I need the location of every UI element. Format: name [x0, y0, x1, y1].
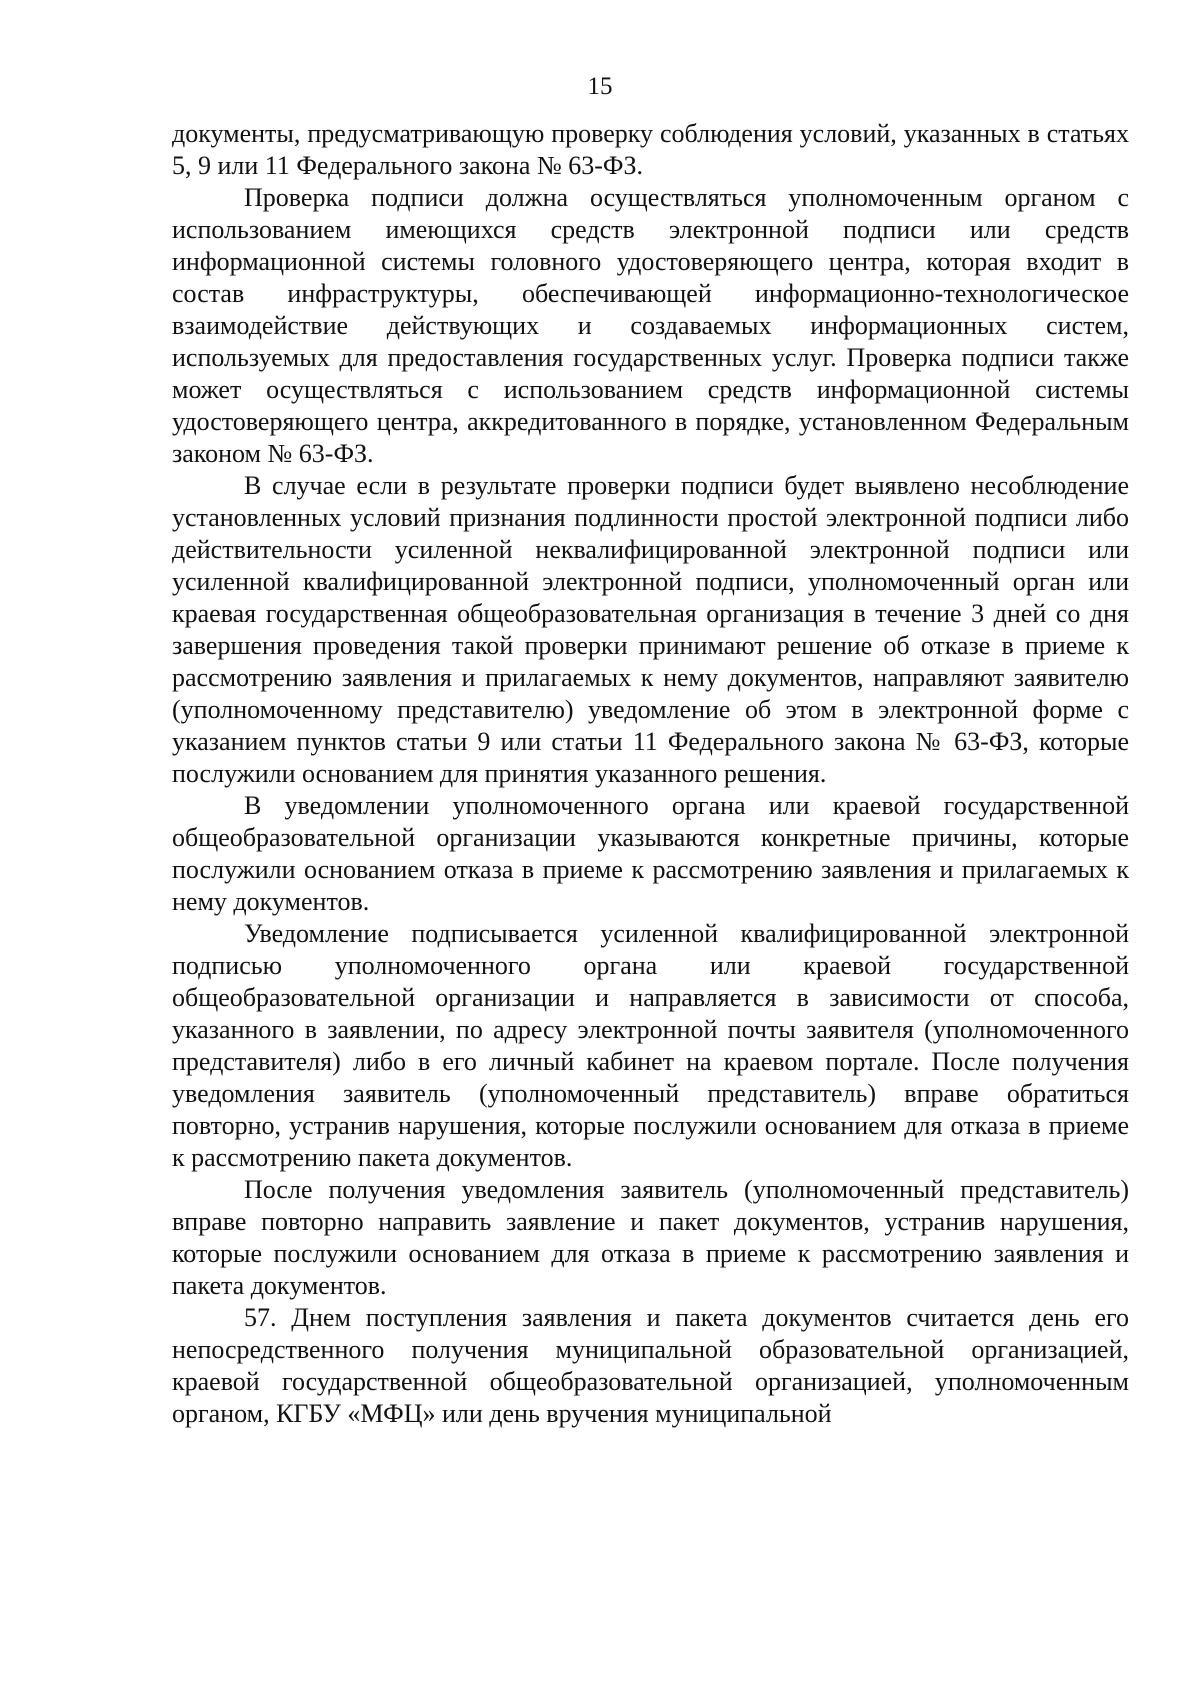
paragraph-signature-check: Проверка подписи должна осуществляться уполномоченным органом с использованием имеющихся средств электронной подписи или средств информационной системы головного удостоверяющего центра, которая входит в состав инфраструктуры, обеспечивающей информационно-технологическое взаимодействие действующих и создаваемых информационных систем, используемых для предоставления государственных услуг. Проверка подписи также может осуществляться с использованием средств информационной системы удостоверяющего центра, аккредитованного в порядке, установленном Федеральным законом № 63-ФЗ. — [172, 183, 1129, 468]
page-number: 15 — [587, 73, 613, 100]
paragraph-continuation: документы, предусматривающую проверку соблюдения условий, указанных в статьях 5, 9 или 11 Федерального закона № 63-ФЗ. — [172, 119, 1129, 180]
paragraph-notice-reasons: В уведомлении уполномоченного органа или краевой государственной общеобразовательной организации указываются конкретные причины, которые послужили основанием отказа в приеме к рассмотрению заявления и прилагаемых к нему документов. — [172, 791, 1129, 916]
paragraph-notice-signing: Уведомление подписывается усиленной квалифицированной электронной подписью уполномоченного органа или краевой государственной общеобразовательной организации и направляется в зависимости от способа, указанного в заявлении, по адресу электронной почты заявителя (уполномоченного представителя) либо в его личный кабинет на краевом портале. После получения уведомления заявитель (уполномоченный представитель) вправе обратиться повторно, устранив нарушения, которые послужили основанием для отказа в приеме к рассмотрению пакета документов. — [172, 919, 1129, 1172]
paragraph-item-57: 57. Днем поступления заявления и пакета документов считается день его непосредственного получения муниципальной образовательной организацией, краевой государственной общеобразовательной организацией, уполномоченным органом, КГБУ «МФЦ» или день вручения муниципальной — [172, 1303, 1129, 1428]
document-body — [172, 118, 1129, 1430]
paragraph-check-failure: В случае если в результате проверки подписи будет выявлено несоблюдение установленных условий признания подлинности простой электронной подписи либо действительности усиленной неквалифицированной электронной подписи или усиленной квалифицированной электронной подписи, уполномоченный орган или краевая государственная общеобразовательная организация в течение 3 дней со дня завершения проведения такой проверки принимают решение об отказе в приеме к рассмотрению заявления и прилагаемых к нему документов, направляют заявителю (уполномоченному представителю) уведомление об этом в электронной форме с указанием пунктов статьи 9 или статьи 11 Федерального закона № 63-ФЗ, которые послужили основанием для принятия указанного решения. — [172, 471, 1129, 788]
paragraph-resubmission: После получения уведомления заявитель (уполномоченный представитель) вправе повторно направить заявление и пакет документов, устранив нарушения, которые послужили основанием для отказа в приеме к рассмотрению заявления и пакета документов. — [172, 1175, 1129, 1300]
